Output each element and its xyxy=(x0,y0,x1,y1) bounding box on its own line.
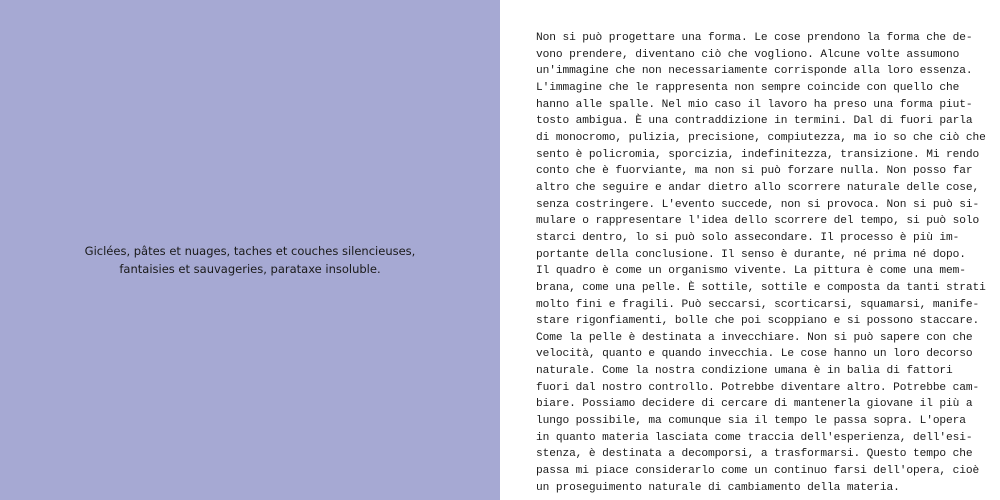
text-line: tosto ambigua. È una contraddizione in termini. Dal di fuori parla xyxy=(536,115,973,128)
text-line: vono prendere, diventano ciò che vogliono. Alcune volte assumono xyxy=(536,48,960,61)
text-line: hanno alle spalle. Nel mio caso il lavoro ha preso una forma piut- xyxy=(536,98,973,111)
text-line: starci dentro, lo si può solo assecondare. Il processo è più im- xyxy=(536,231,960,244)
text-line: lungo possibile, ma comunque sia il tempo le passa sopra. L'opera xyxy=(536,415,966,428)
text-line: biare. Possiamo decidere di cercare di mantenerla giovane il più a xyxy=(536,398,973,411)
text-line: brana, come una pelle. È sottile, sottile e composta da tanti strati xyxy=(536,281,986,294)
text-line: in quanto materia lasciata come traccia dell'esperienza, dell'esi- xyxy=(536,431,973,444)
text-line: stare rigonfiamenti, bolle che poi scoppiano e si possono staccare. xyxy=(536,315,980,328)
right-page xyxy=(500,0,1000,500)
text-line: naturale. Come la nostra condizione umana è in balìa di fattori xyxy=(536,365,953,378)
text-line: L'immagine che le rappresenta non sempre coincide con quello che xyxy=(536,81,960,94)
body-text xyxy=(536,30,986,496)
text-line: molto fini e fragili. Può seccarsi, scorticarsi, squamarsi, manife- xyxy=(536,298,980,311)
text-line: conto che è fuorviante, ma non si può forzare nulla. Non posso far xyxy=(536,165,973,178)
text-line: altro che seguire e andar dietro allo scorrere naturale delle cose, xyxy=(536,181,980,194)
text-line: di monocromo, pulizia, precisione, compiutezza, ma io so che ciò che xyxy=(536,131,986,144)
text-line: senza costringere. L'evento succede, non si provoca. Non si può si- xyxy=(536,198,980,211)
text-line: passa mi piace considerarlo come un continuo farsi dell'opera, cioè xyxy=(536,465,980,478)
text-line: portante della conclusione. Il senso è durante, né prima né dopo. xyxy=(536,248,966,261)
caption xyxy=(60,242,440,278)
caption-line: fantaisies et sauvageries, parataxe insoluble. xyxy=(119,262,381,276)
text-line: mulare o rappresentare l'idea dello scorrere del tempo, si può solo xyxy=(536,215,980,228)
text-line: Il quadro è come un organismo vivente. La pittura è come una mem- xyxy=(536,265,966,278)
text-line: Come la pelle è destinata a invecchiare. Non si può sapere con che xyxy=(536,331,973,344)
text-line: un'immagine che non necessariamente corrisponde alla loro essenza. xyxy=(536,65,973,78)
text-line: Non si può progettare una forma. Le cose prendono la forma che de- xyxy=(536,32,973,44)
text-line: un proseguimento naturale di cambiamento della materia. xyxy=(536,481,900,494)
text-line: sento è policromia, sporcizia, indefinitezza, transizione. Mi rendo xyxy=(536,148,980,161)
caption-line: Giclées, pâtes et nuages, taches et couches silencieuses, xyxy=(84,244,416,258)
text-line: velocità, quanto e quando invecchia. Le cose hanno un loro decorso xyxy=(536,348,973,361)
text-line: stenza, è destinata a decomporsi, a trasformarsi. Questo tempo che xyxy=(536,448,973,461)
text-line: fuori dal nostro controllo. Potrebbe diventare altro. Potrebbe cam- xyxy=(536,381,980,394)
